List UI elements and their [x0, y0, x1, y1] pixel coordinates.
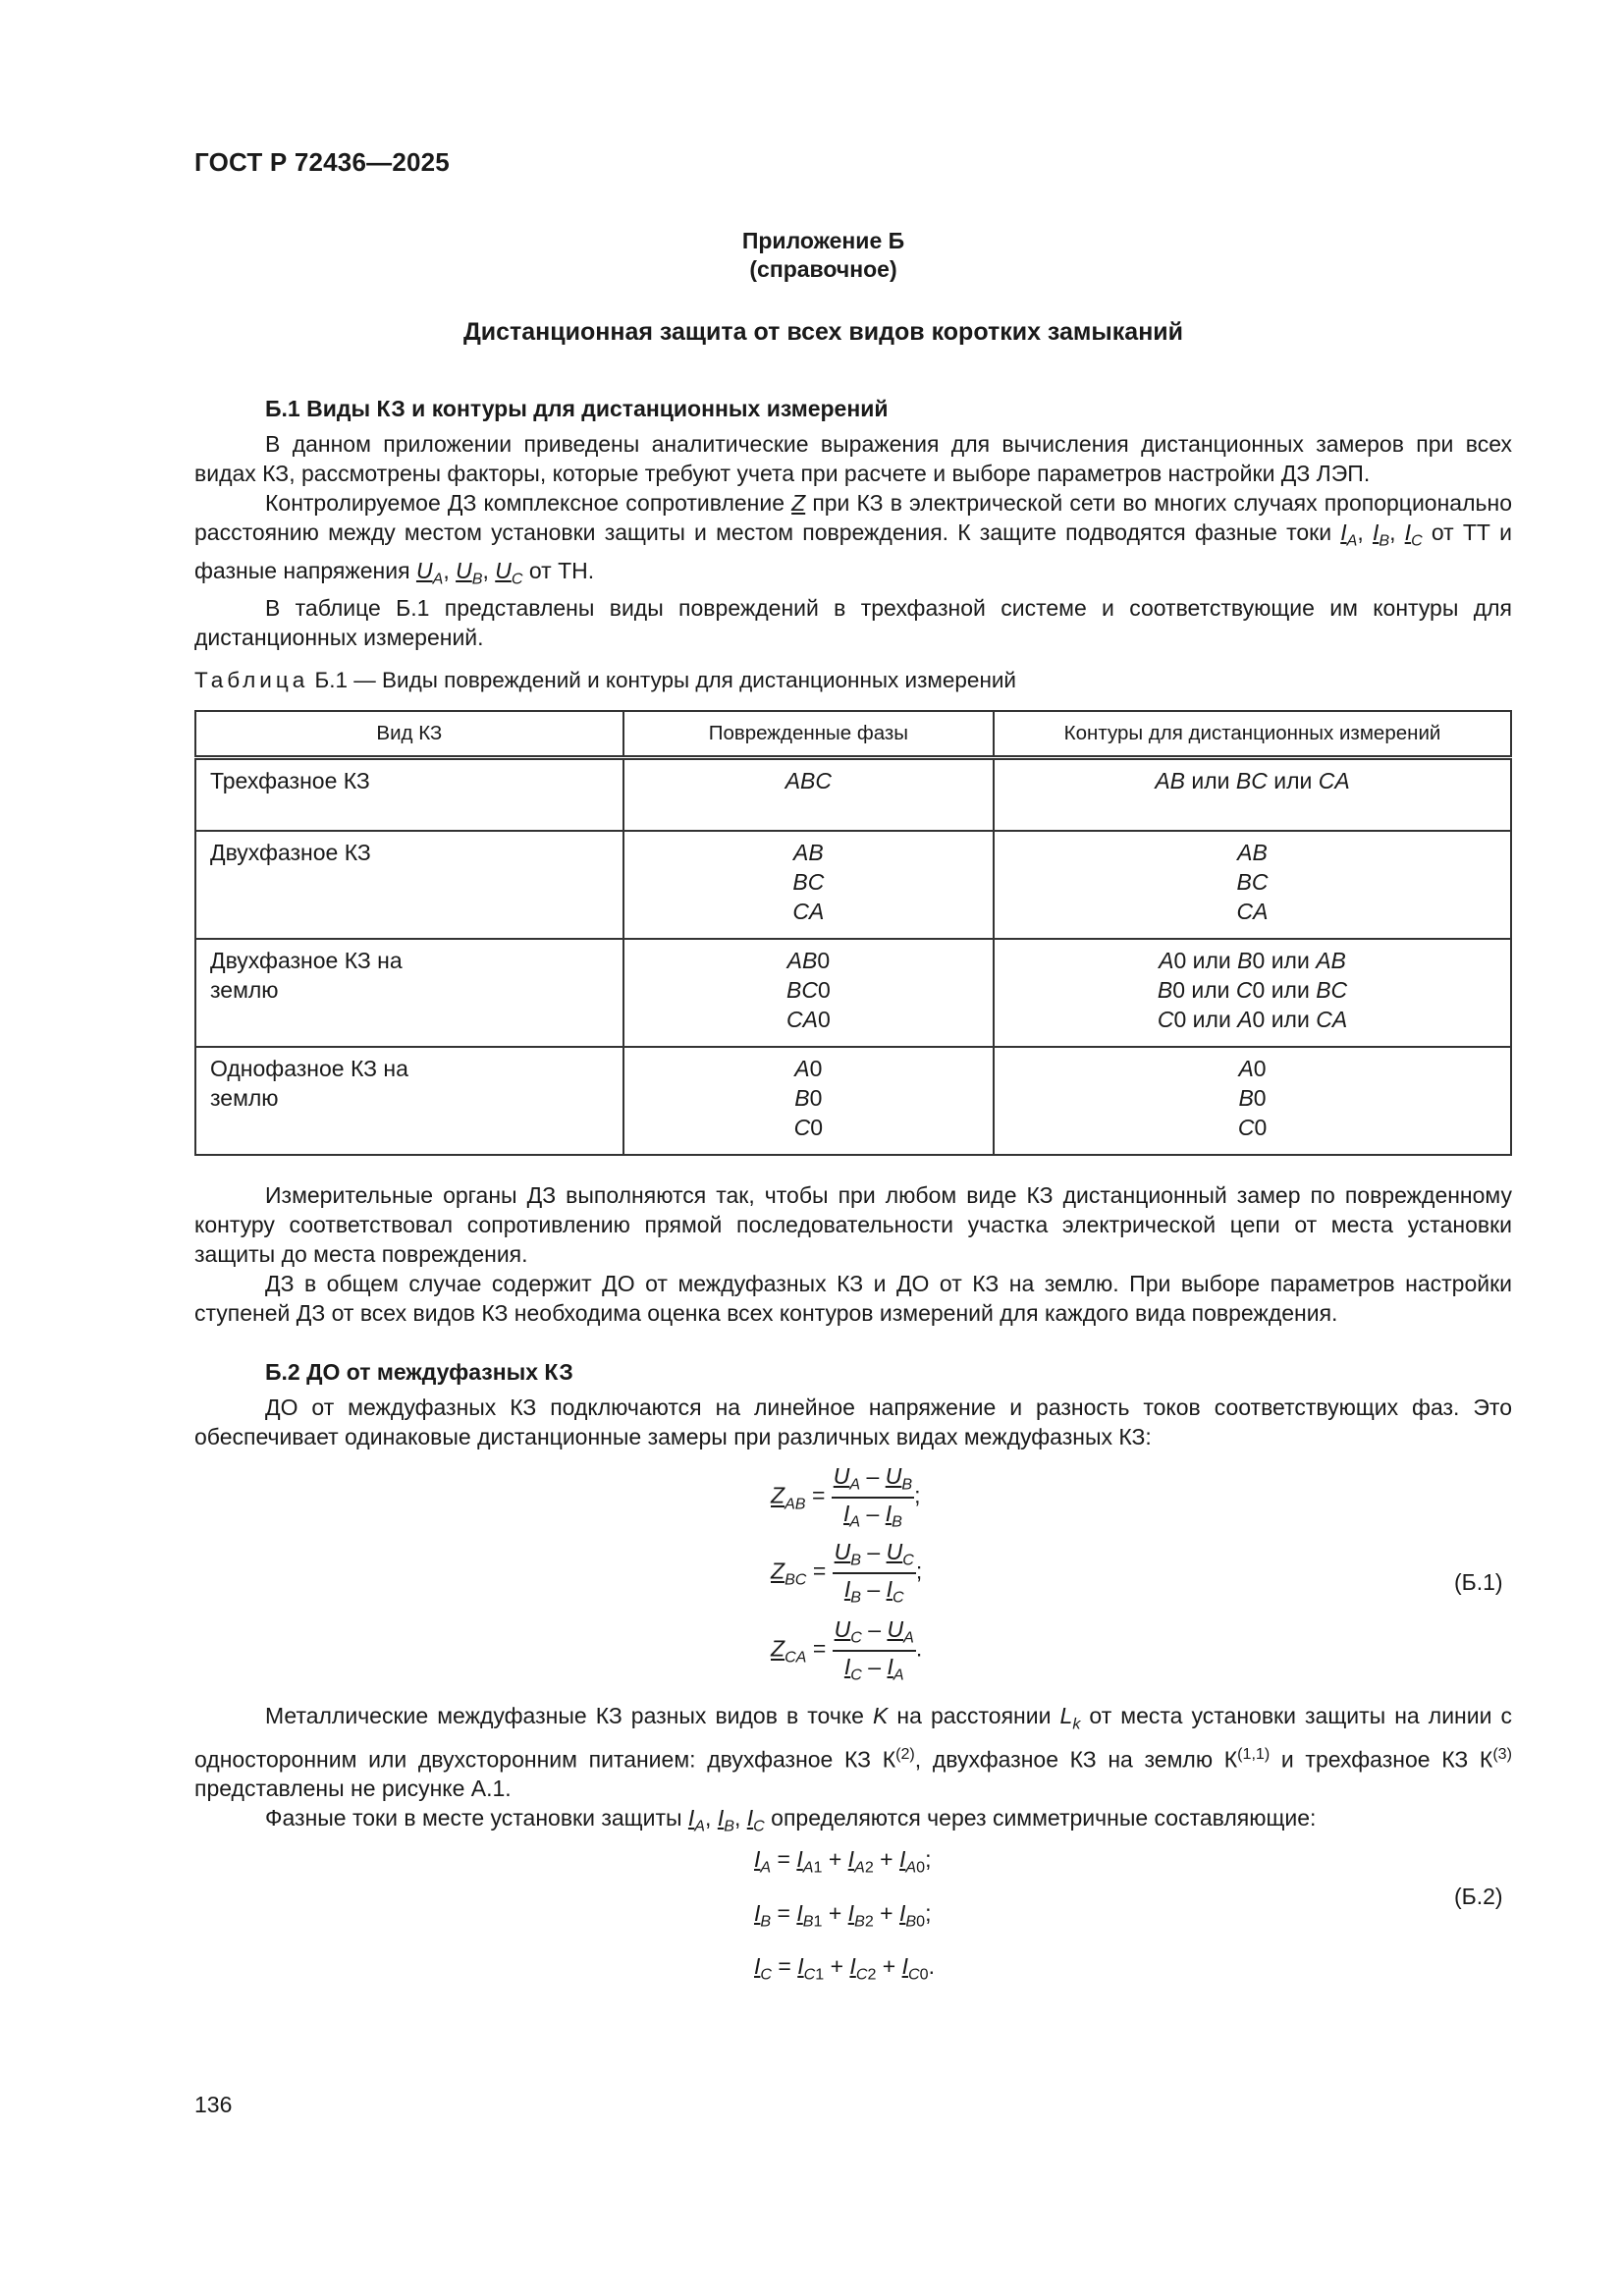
- column-header: Вид КЗ: [195, 711, 623, 758]
- fault-type-cell: Двухфазное КЗ: [195, 831, 623, 939]
- contours-cell: AB BC CA: [994, 831, 1511, 939]
- appendix-main-title: Дистанционная защита от всех видов коротких замыканий: [462, 318, 1184, 346]
- measurement-paragraphs: [194, 1180, 1512, 1328]
- phases-cell: A0 B0 C0: [623, 1047, 994, 1155]
- fault-type-cell: Трехфазное КЗ: [195, 758, 623, 831]
- appendix-title: Приложение Б: [741, 228, 905, 253]
- paragraph: ДО от междуфазных КЗ подключаются на линейное напряжение и разность токов соответствующих фаз. Это обеспечивает одинаковые дистанционные замеры при различных видах междуфазных КЗ:: [194, 1394, 1512, 1449]
- fault-points-paragraphs: [194, 1701, 1512, 1841]
- table-row: [195, 1047, 1511, 1155]
- paragraph: В таблице Б.1 представлены виды повреждений в трехфазной системе и соответствующие им контуры для дистанционных измерений.: [194, 595, 1512, 651]
- table-caption: Таблица Б.1 — Виды повреждений и контуры для дистанционных измерений: [194, 668, 1017, 692]
- formula-ib: $I_B = I_{B1} + I_{B2} + I_{B0}$;: [754, 1899, 932, 1931]
- phase-to-phase-paragraph: [194, 1393, 1512, 1451]
- appendix-heading: [0, 227, 1623, 284]
- phases-cell: AB0 BC0 CA0: [623, 939, 994, 1047]
- section-heading-b1: Б.1 Виды КЗ и контуры для дистанционных измерений: [265, 396, 889, 421]
- equation-number: (Б.2): [1454, 1884, 1503, 1909]
- intro-paragraphs: [194, 429, 1512, 652]
- paragraph: Измерительные органы ДЗ выполняются так, чтобы при любом виде КЗ дистанционный замер по поврежденному контуру соответствовал сопротивлению прямой последовательности участка электрической цепи от места установки защиты до места повреждения.: [194, 1182, 1512, 1267]
- formula-ic: $I_C = I_{C1} + I_{C2} + I_{C0}$.: [754, 1953, 935, 1984]
- column-header: Контуры для дистанционных измерений: [994, 711, 1511, 758]
- page-number: 136: [194, 2092, 233, 2117]
- column-header: Поврежденные фазы: [623, 711, 994, 758]
- fault-type-cell: Однофазное КЗ на землю: [195, 1047, 623, 1155]
- phases-cell: AB BC CA: [623, 831, 994, 939]
- phases-cell: ABC: [623, 758, 994, 831]
- appendix-status: (справочное): [749, 256, 897, 282]
- contours-cell: A0 B0 C0: [994, 1047, 1511, 1155]
- impedance-symbol: Z: [791, 490, 806, 516]
- paragraph: ДЗ в общем случае содержит ДО от междуфазных КЗ и ДО от КЗ на землю. При выборе параметров настройки ступеней ДЗ от всех видов КЗ необходима оценка всех контуров измерений для каждого вида повреждения.: [194, 1271, 1512, 1326]
- formula-zbc: $Z_{BC}$ = $\frac{U_B - U_C}{I_B - I_C}$ ;: [771, 1539, 923, 1607]
- section-heading-b2: Б.2 ДО от междуфазных КЗ: [265, 1359, 573, 1385]
- table-header-row: [195, 711, 1511, 758]
- table-row: [195, 831, 1511, 939]
- document-header: ГОСТ Р 72436—2025: [194, 147, 450, 177]
- paragraph: Фазные токи в месте установки защиты $I_A$, $I_B$, $I_C$ определяются через симметричные составляющие:: [265, 1805, 1317, 1835]
- table-row: [195, 758, 1511, 831]
- fault-type-cell: Двухфазное КЗ на землю: [195, 939, 623, 1047]
- paragraph: В данном приложении приведены аналитические выражения для вычисления дистанционных замеров при всех видах КЗ, рассмотрены факторы, которые требуют учета при расчете и выборе параметров настройки ДЗ ЛЭП.: [194, 431, 1512, 486]
- formula-zca: $Z_{CA}$ = $\frac{U_C - U_A}{I_C - I_A}$ .: [771, 1616, 923, 1684]
- contours-cell: AB или BC или CA: [994, 758, 1511, 831]
- paragraph: Контролируемое ДЗ комплексное сопротивление Z при КЗ в электрической сети во многих случаях пропорционально расстоянию между местом установки защиты и местом повреждения. К защите подводятся фазные токи $I_A$, $I_B$, $I_C$ от ТТ и фазные напряжения $U_A$, $U_B$, $U_C$ от ТН.: [194, 490, 1513, 588]
- formula-ia: $I_A = I_{A1} + I_{A2} + I_{A0}$;: [754, 1846, 932, 1877]
- paragraph: Металлические междуфазные КЗ разных видов в точке K на расстоянии $L_k$ от места установки защиты на линии с односторонним или двухсторонним питанием: двухфазное КЗ $К^{(2)}$, двухфазное КЗ на землю К$^{(1,1)}$ и трехфазное КЗ $К^{(3)}$ представлены не рисунке А.1.: [194, 1703, 1512, 1802]
- formula-zab: $Z_{AB}$ = $\frac{U_A - U_B}{I_A - I_B}$ ;: [771, 1463, 921, 1531]
- table-row: [195, 939, 1511, 1047]
- equation-number: (Б.1): [1454, 1569, 1503, 1595]
- contours-cell: A0 или B0 или AB B0 или C0 или BC C0 или A0 или CA: [994, 939, 1511, 1047]
- fault-types-table: [194, 710, 1512, 1156]
- formula-phase-currents: [754, 1836, 935, 1997]
